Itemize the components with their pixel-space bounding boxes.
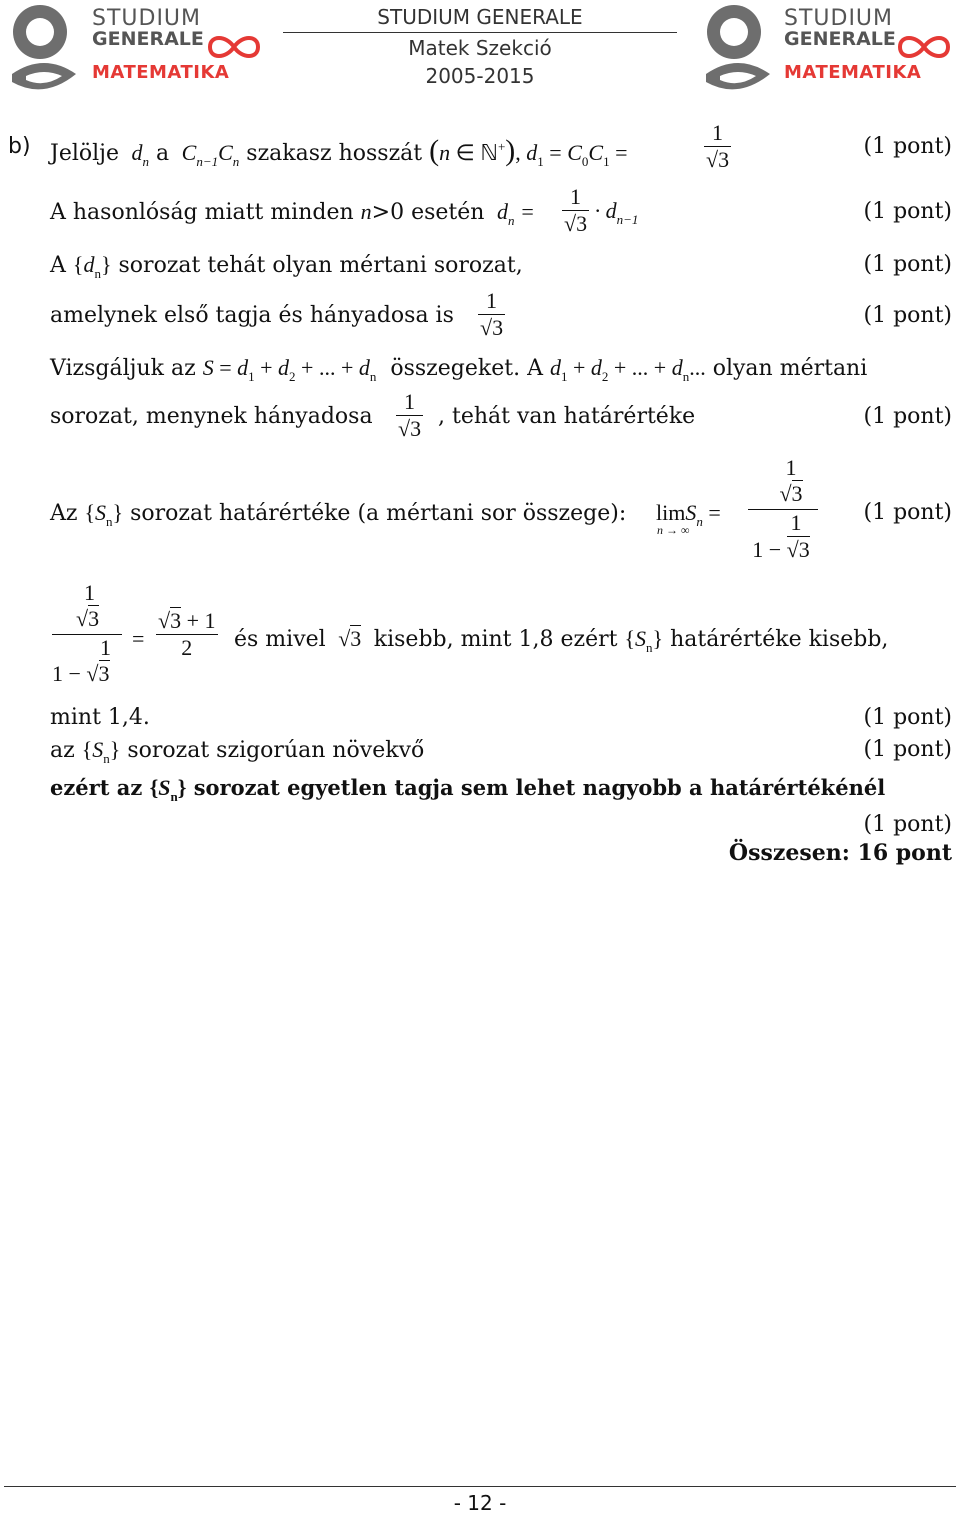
line6 xyxy=(50,404,373,429)
text: >0 esetén xyxy=(371,200,485,225)
math-lim: limS$_n$ = xyxy=(656,500,721,529)
equals: = xyxy=(132,626,145,651)
math-sn-seq: $\{S_n\}$ xyxy=(149,775,187,804)
math-dn: $d_n$ = xyxy=(491,199,535,228)
line8 xyxy=(234,626,889,655)
points: (1 pont) xyxy=(863,737,952,762)
frac-1-sqrt3: $\frac{1}{√3}$ xyxy=(398,389,422,441)
logo-studium: STUDIUM xyxy=(92,6,202,31)
page-number: - 12 - xyxy=(453,1491,507,1515)
header-years: 2005-2015 xyxy=(425,64,535,88)
line2 xyxy=(50,199,535,228)
logo-g-mark-icon xyxy=(4,2,84,97)
text: A xyxy=(50,253,66,278)
text: sorozat szigorúan növekvő xyxy=(127,738,425,763)
text: A hasonlóság miatt minden xyxy=(50,200,354,225)
header xyxy=(0,0,960,105)
header-title: STUDIUM GENERALE xyxy=(377,5,583,29)
logo-generale: GENERALE xyxy=(784,28,896,50)
total-points: Összesen: 16 pont xyxy=(728,840,952,866)
frac-1-sqrt3: $\frac{1}{√3}$ xyxy=(480,288,504,340)
points: (1 pont) xyxy=(863,252,952,277)
text: sorozat tehát olyan mértani sorozat, xyxy=(118,253,523,278)
b-label: b) xyxy=(8,134,31,159)
text: sorozat egyetlen tagja sem lehet nagyobb a határértékénél xyxy=(193,775,886,800)
points: (1 pont) xyxy=(863,705,952,730)
math-sn-seq: $\{S_n\}$ xyxy=(81,737,121,766)
line4 xyxy=(50,303,454,328)
footer-rule xyxy=(4,1486,956,1487)
logo-right xyxy=(698,2,958,97)
header-subtitle: Matek Szekció xyxy=(408,36,552,60)
line11 xyxy=(50,775,886,804)
sqrt3: √3 xyxy=(332,626,362,651)
text: Jelölje xyxy=(50,141,119,166)
line9: mint 1,4. xyxy=(50,705,150,730)
math-sum: $S = d_1 + d_2$ + ... + $d_n$ xyxy=(202,355,377,384)
header-rule xyxy=(283,32,677,33)
logo-matematika: MATEMATIKA xyxy=(784,62,922,83)
text: az xyxy=(50,738,75,763)
text: sorozat határértéke (a mértani sor összege): xyxy=(130,501,627,526)
line10 xyxy=(50,737,425,766)
points: (1 pont) xyxy=(863,134,952,159)
math-dn-seq: $\{d_n\}$ xyxy=(72,252,112,281)
math-sn-seq: $\{S_n\}$ xyxy=(624,626,664,655)
line3 xyxy=(50,252,523,281)
line5 xyxy=(50,355,868,384)
frac-1-sqrt3: $\frac{1}{√3}$ xyxy=(706,120,730,172)
math-lim-sub: n → ∞ xyxy=(657,523,690,537)
points: (1 pont) xyxy=(863,303,952,328)
frac-lim-value: 1 √3 1 1 − √3 xyxy=(748,455,814,563)
text: ezért az xyxy=(50,775,143,800)
text: határértéke kisebb, xyxy=(670,627,889,652)
text: összegeket. A xyxy=(390,356,543,381)
math-n-in-N: (n ∈ ℕ+), $d_1 = C_0C_1$ = xyxy=(429,134,628,169)
text: sorozat, menynek hányadosa xyxy=(50,404,373,429)
logo-left xyxy=(4,2,274,97)
line6-rest: , tehát van határértéke xyxy=(438,404,696,429)
logo-matematika: MATEMATIKA xyxy=(92,62,230,83)
text: n xyxy=(360,199,372,224)
logo-generale: GENERALE xyxy=(92,28,204,50)
points: (1 pont) xyxy=(863,500,952,525)
logo-g-mark-icon xyxy=(698,2,778,97)
points: (1 pont) xyxy=(863,812,952,837)
text: a xyxy=(156,141,170,166)
text: kisebb, mint 1,8 ezért xyxy=(373,627,618,652)
text: és mivel xyxy=(234,627,326,652)
text: amelynek első tagja és hányadosa is xyxy=(50,303,454,328)
math-sn-seq: $\{S_n\}$ xyxy=(84,500,124,529)
text: Az xyxy=(50,501,78,526)
text: szakasz hosszát xyxy=(246,141,423,166)
logo-studium: STUDIUM xyxy=(784,6,894,31)
frac-sqrt3-plus1-over2: $\frac{√3 + 1}{2}$ xyxy=(158,608,216,660)
points: (1 pont) xyxy=(863,199,952,224)
frac-1-sqrt3: $\frac{1}{√3}$ · $d_{n-1}$ xyxy=(564,184,639,236)
math-segment: $C_{n-1}C_n$ xyxy=(176,140,240,169)
text: Vizsgáljuk az xyxy=(50,356,196,381)
line1 xyxy=(50,134,628,168)
text: olyan mértani xyxy=(712,356,868,381)
logo-infinity-icon xyxy=(204,32,264,62)
points: (1 pont) xyxy=(863,404,952,429)
math-series: $d_1 + d_2$ + ... + $d_n$... xyxy=(549,355,706,384)
logo-infinity-icon xyxy=(894,32,954,62)
frac-compound: 1 √3 1 1 − √3 xyxy=(52,580,130,687)
lim-label: lim xyxy=(656,500,686,525)
line7 xyxy=(50,500,627,529)
math-dn: $d_n$ xyxy=(126,140,149,169)
